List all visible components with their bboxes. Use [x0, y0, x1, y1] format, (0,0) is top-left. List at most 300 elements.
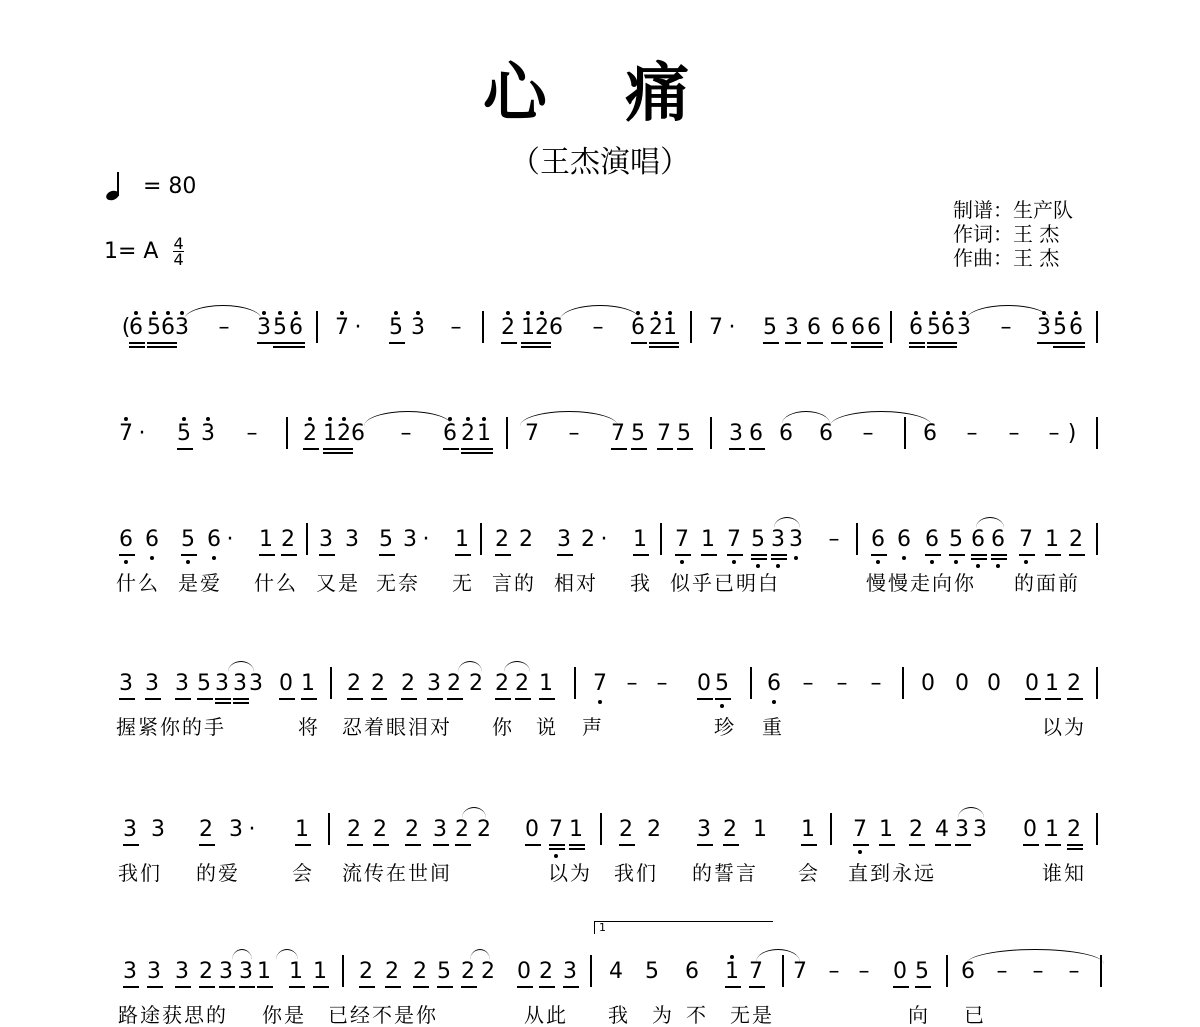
note: 3 [219, 959, 233, 984]
note: – [1048, 421, 1060, 446]
beam-line [949, 554, 965, 556]
octave-dot-high [182, 417, 186, 421]
beam-line [535, 342, 551, 344]
note: 1 [313, 959, 327, 984]
note: 2 [647, 817, 661, 842]
beam-line [1069, 554, 1085, 556]
beam-line [199, 986, 215, 988]
note: 3 [233, 671, 247, 696]
note: 2 [413, 959, 427, 984]
note: 7 [549, 817, 563, 842]
beam-line [657, 448, 673, 450]
note: 1 [879, 817, 893, 842]
note: – [1032, 959, 1044, 984]
beam-line [807, 342, 823, 344]
lyric-text: 的面前 [1014, 571, 1080, 595]
note: 0 [955, 671, 969, 696]
bar-line [830, 813, 832, 845]
beam-line [1067, 848, 1083, 850]
slur [276, 949, 298, 960]
note: 4 [609, 959, 623, 984]
beam-line [525, 844, 541, 846]
beam-line [867, 342, 883, 344]
beam-line [477, 448, 493, 450]
beam-line [461, 448, 477, 450]
beam-line [677, 448, 693, 450]
note: 2 [405, 817, 419, 842]
note: 3 [789, 527, 803, 552]
lyric-text: 什么 [116, 571, 160, 595]
note: 3 [433, 817, 447, 842]
beam-line [909, 342, 925, 344]
note: – [862, 421, 874, 446]
lyric-text: 直到永远 [848, 861, 936, 885]
beam-line [751, 554, 767, 556]
lyric-text: 已 [964, 1003, 986, 1027]
octave-dot-high [394, 311, 398, 315]
note: 0 [697, 671, 711, 696]
beam-line [539, 986, 555, 988]
beam-line [749, 986, 765, 988]
note: 1 [1045, 671, 1059, 696]
slur [232, 949, 252, 960]
note: 0 [921, 671, 935, 696]
note: 2 [347, 817, 361, 842]
note: 6 [871, 527, 885, 552]
beam-line [727, 554, 743, 556]
octave-dot-low [554, 854, 558, 858]
note: – [568, 421, 580, 446]
beam-line [145, 698, 161, 700]
note: 2 [477, 817, 491, 842]
beam-line [853, 844, 869, 846]
note: – [592, 315, 604, 340]
beam-line [385, 986, 401, 988]
beam-line [337, 452, 353, 454]
note: 6 [145, 527, 159, 552]
beam-line [371, 698, 387, 700]
note: ) [1067, 421, 1077, 446]
note: 5 [379, 527, 393, 552]
note: 1 [663, 315, 677, 340]
note: 3 [229, 817, 243, 842]
bar-line [710, 417, 712, 449]
bar-line [1096, 667, 1098, 699]
beam-line [461, 986, 477, 988]
note: 2 [535, 315, 549, 340]
note: 2 [501, 315, 515, 340]
note: · [422, 527, 430, 552]
note: 3 [239, 959, 253, 984]
octave-dot-low [976, 564, 980, 568]
note: 7 [593, 671, 607, 696]
lyric-text: 声 [582, 715, 604, 739]
note: – [656, 671, 668, 696]
beam-line [675, 554, 691, 556]
note: – [450, 315, 462, 340]
note: 5 [389, 315, 403, 340]
beam-line [619, 844, 635, 846]
beam-line [909, 844, 925, 846]
note: 6 [925, 527, 939, 552]
lyric-text: 向 [908, 1003, 930, 1027]
note: 4 [935, 817, 949, 842]
note: 5 [197, 671, 211, 696]
note: 2 [199, 817, 213, 842]
key-signature [104, 236, 184, 267]
octave-dot-high [932, 311, 936, 315]
bar-line [342, 955, 344, 987]
bar-line [1096, 523, 1098, 555]
note: · [138, 421, 146, 446]
beam-line [517, 986, 533, 988]
note: – [1068, 959, 1080, 984]
lyric-text: 谁知 [1042, 861, 1086, 885]
beam-line [477, 452, 493, 454]
slur [228, 661, 254, 672]
lyric-text: 无是 [730, 1003, 774, 1027]
beam-line [1023, 844, 1039, 846]
note: 2 [469, 671, 483, 696]
lyric-text: 的誓言 [692, 861, 758, 885]
note: 2 [909, 817, 923, 842]
song-title: 心 痛 [482, 57, 718, 131]
beam-line [347, 698, 363, 700]
beam-line [501, 342, 517, 344]
note: 3 [955, 817, 969, 842]
note: 2 [461, 959, 475, 984]
note: – [246, 421, 258, 446]
bar-line [856, 523, 858, 555]
beam-line [219, 986, 235, 988]
beam-line [1045, 698, 1061, 700]
note: 2 [515, 671, 529, 696]
beam-line [281, 554, 297, 556]
note: 6 [961, 959, 975, 984]
octave-dot-high [962, 311, 966, 315]
beam-line [633, 554, 649, 556]
note: – [828, 527, 840, 552]
octave-dot-low [732, 560, 736, 564]
beam-line [389, 342, 405, 344]
note: – [802, 671, 814, 696]
beam-line [941, 346, 957, 348]
note: 1 [455, 527, 469, 552]
bar-line [1096, 311, 1098, 343]
note: 2 [303, 421, 317, 446]
beam-line [175, 986, 191, 988]
note: 3 [563, 959, 577, 984]
note: 5 [927, 315, 941, 340]
beam-line [751, 558, 767, 560]
slur [504, 661, 530, 672]
beam-line [515, 698, 531, 700]
beam-line [273, 342, 289, 344]
beam-line [697, 844, 713, 846]
lyric-text: 流传在世间 [342, 861, 452, 885]
beam-line [941, 342, 957, 344]
note: 1 [701, 527, 715, 552]
note: – [870, 671, 882, 696]
beam-line [1067, 844, 1083, 846]
note: 1 [521, 315, 535, 340]
octave-dot-high [540, 311, 544, 315]
note: 3 [147, 959, 161, 984]
note: 2 [455, 817, 469, 842]
note: 2 [481, 959, 495, 984]
note: 3 [403, 527, 417, 552]
lyric-text: 会 [292, 861, 314, 885]
note: – [828, 959, 840, 984]
note: 3 [557, 527, 571, 552]
note: 3 [957, 315, 971, 340]
octave-dot-low [930, 560, 934, 564]
octave-dot-low [1024, 560, 1028, 564]
time-signature [173, 236, 183, 267]
beam-line [851, 346, 867, 348]
note: 1 [323, 421, 337, 446]
beam-line [129, 346, 145, 348]
lyric-text: 言的 [492, 571, 536, 595]
note: 5 [715, 671, 729, 696]
note: 1 [753, 817, 767, 842]
beam-line [563, 986, 579, 988]
note: 5 [751, 527, 765, 552]
note: 0 [525, 817, 539, 842]
lyric-text: 以为 [548, 861, 592, 885]
octave-dot-high [654, 311, 658, 315]
note: 2 [495, 527, 509, 552]
beam-line [871, 554, 887, 556]
octave-dot-high [340, 311, 344, 315]
lyric-text: 无 [452, 571, 474, 595]
slur [756, 949, 800, 962]
beam-line [257, 986, 273, 988]
octave-dot-high [730, 955, 734, 959]
note: 2 [649, 315, 663, 340]
beam-line [935, 844, 951, 846]
beam-line [289, 346, 305, 348]
note: 3 [175, 315, 189, 340]
lyric-text: 不 [686, 1003, 708, 1027]
slur [966, 949, 1104, 964]
note: 2 [199, 959, 213, 984]
note: 2 [401, 671, 415, 696]
note: 6 [207, 527, 221, 552]
note: 3 [697, 817, 711, 842]
octave-dot-low [212, 556, 216, 560]
beam-line [433, 844, 449, 846]
octave-dot-low [794, 556, 798, 560]
beam-line [443, 448, 459, 450]
beam-line [867, 346, 883, 348]
bar-line [750, 667, 752, 699]
note: 7 [611, 421, 625, 446]
tempo-marking [104, 172, 196, 204]
octave-dot-high [526, 311, 530, 315]
beam-line [233, 698, 249, 700]
beam-line [199, 844, 215, 846]
note: 6 [1069, 315, 1083, 340]
note: 7 [1019, 527, 1033, 552]
slur [976, 517, 1004, 528]
slur [520, 411, 618, 426]
note: 2 [1069, 527, 1083, 552]
beam-line [119, 698, 135, 700]
slur [458, 661, 482, 672]
note: 2 [281, 527, 295, 552]
time-denominator: 4 [173, 250, 184, 269]
slur [470, 949, 490, 960]
beam-line [893, 986, 909, 988]
note: · [728, 315, 736, 340]
beam-line [663, 342, 679, 344]
note: 7 [727, 527, 741, 552]
beam-line [123, 986, 139, 988]
beam-line [259, 554, 275, 556]
beam-line [1019, 554, 1035, 556]
note: 7 [675, 527, 689, 552]
note: 3 [123, 959, 137, 984]
lyric-text: 会 [798, 861, 820, 885]
credit-lyricist: 作词：王 杰 [953, 222, 1060, 246]
beam-line [749, 448, 765, 450]
slur [364, 411, 452, 426]
beam-line [197, 698, 213, 700]
note: – [1008, 421, 1020, 446]
beam-line [461, 452, 477, 454]
note: 3 [151, 817, 165, 842]
lyric-text: 为 [652, 1003, 674, 1027]
octave-dot-high [482, 417, 486, 421]
beam-line [495, 554, 511, 556]
beam-line [181, 554, 197, 556]
beam-line [427, 698, 443, 700]
note: 2 [461, 421, 475, 446]
note: – [858, 959, 870, 984]
note: 5 [631, 421, 645, 446]
note: 1 [801, 817, 815, 842]
quarter-note-icon [104, 172, 124, 202]
beam-line [129, 342, 145, 344]
octave-dot-low [772, 700, 776, 704]
beam-line [455, 554, 471, 556]
note: 5 [677, 421, 691, 446]
note: 6 [119, 527, 133, 552]
beam-line [405, 844, 421, 846]
note: 7 [657, 421, 671, 446]
lyric-text: 我们 [614, 861, 658, 885]
beam-line [215, 702, 231, 704]
lyric-text: 路途获思的 [118, 1003, 228, 1027]
octave-dot-high [342, 417, 346, 421]
octave-dot-high [152, 311, 156, 315]
octave-dot-high [466, 417, 470, 421]
beam-line [161, 342, 177, 344]
octave-dot-high [1074, 311, 1078, 315]
note: 2 [723, 817, 737, 842]
note: · [600, 527, 608, 552]
bar-line [306, 523, 308, 555]
lyric-text: 从此 [524, 1003, 568, 1027]
credit-arranger: 制谱：生产队 [953, 198, 1073, 222]
beam-line [1067, 698, 1083, 700]
note: 2 [619, 817, 633, 842]
note: 6 [129, 315, 143, 340]
note: 6 [767, 671, 781, 696]
bar-line [590, 955, 592, 987]
note: 6 [991, 527, 1005, 552]
note: 6 [685, 959, 699, 984]
octave-dot-high [180, 311, 184, 315]
beam-line [495, 698, 511, 700]
lyric-text: 已经不是你 [328, 1003, 438, 1027]
note: 3 [175, 671, 189, 696]
beam-line [631, 342, 647, 344]
note: – [836, 671, 848, 696]
note: 6 [807, 315, 821, 340]
note: 6 [749, 421, 763, 446]
octave-dot-low [902, 556, 906, 560]
note: 5 [915, 959, 929, 984]
octave-dot-low [124, 560, 128, 564]
lyric-text: 是爱 [178, 571, 222, 595]
beam-line [1053, 346, 1069, 348]
note: 6 [351, 421, 365, 446]
octave-dot-high [668, 311, 672, 315]
beam-line [715, 698, 731, 700]
note: 2 [373, 817, 387, 842]
beam-line [631, 448, 647, 450]
note: – [996, 959, 1008, 984]
lyric-text: 以为 [1042, 715, 1086, 739]
slur [830, 411, 932, 426]
note: 3 [427, 671, 441, 696]
note: 3 [201, 421, 215, 446]
note: 1 [259, 527, 273, 552]
bar-line [660, 523, 662, 555]
octave-dot-high [416, 311, 420, 315]
beam-line [991, 558, 1007, 560]
beam-line [909, 346, 925, 348]
beam-line [785, 342, 801, 344]
beam-line [801, 844, 817, 846]
bar-line [286, 417, 288, 449]
octave-dot-low [756, 564, 760, 568]
credit-composer: 作曲：王 杰 [953, 246, 1060, 270]
note: 5 [181, 527, 195, 552]
beam-line [215, 698, 231, 700]
note: 6 [549, 315, 563, 340]
bar-line [480, 523, 482, 555]
note: 5 [273, 315, 287, 340]
note: · [248, 817, 256, 842]
note: 1 [295, 817, 309, 842]
beam-line [557, 554, 573, 556]
note: · [226, 527, 234, 552]
octave-dot-low [776, 564, 780, 568]
note: 6 [923, 421, 937, 446]
lyric-text: 我 [608, 1003, 630, 1027]
note: 6 [631, 315, 645, 340]
note: 5 [763, 315, 777, 340]
beam-line [539, 698, 555, 700]
beam-line [535, 346, 551, 348]
note: 5 [1053, 315, 1067, 340]
lyric-text: 似乎已明白 [670, 571, 780, 595]
octave-dot-high [946, 311, 950, 315]
beam-line [289, 986, 305, 988]
